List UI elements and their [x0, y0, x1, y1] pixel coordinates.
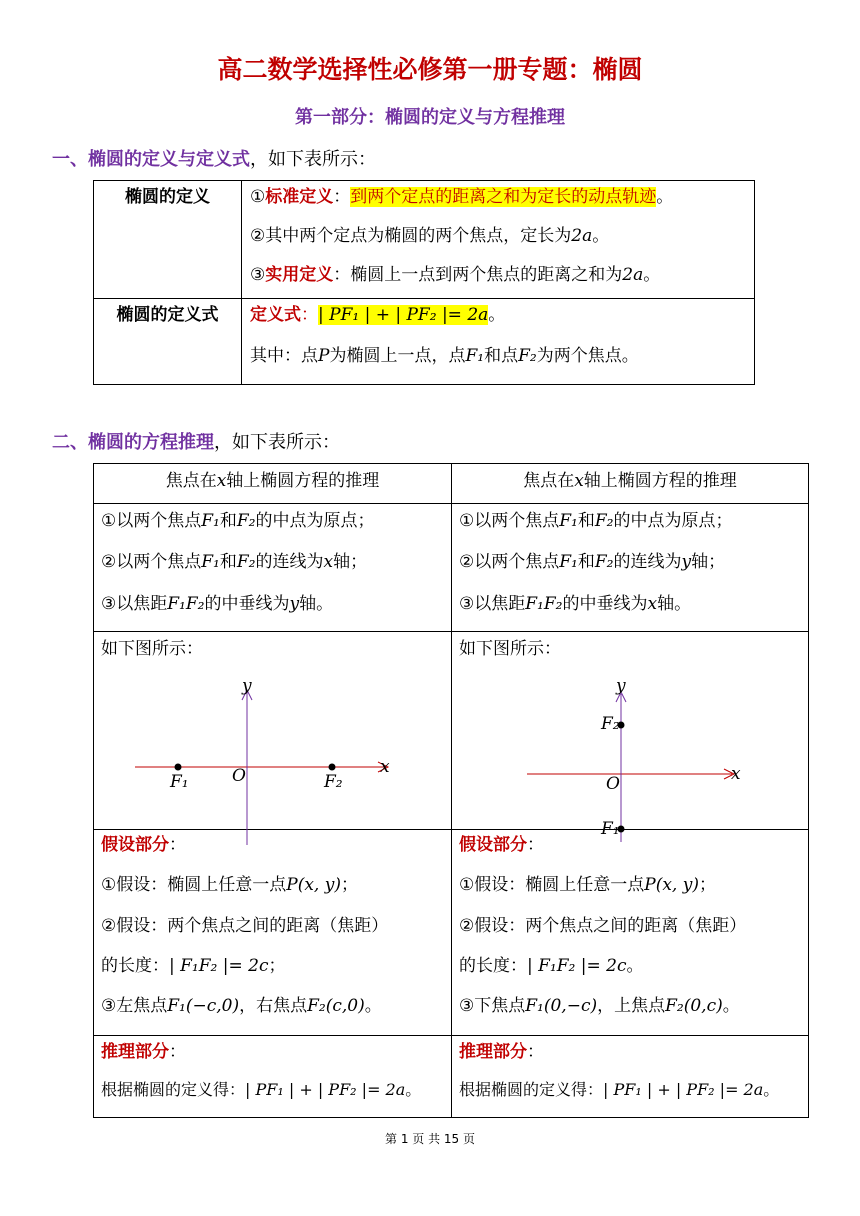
math-var: y — [681, 552, 692, 572]
math-f2: F₂ — [594, 552, 614, 572]
left-assume-3 — [101, 955, 285, 977]
right-assume-2: ②假设：两个焦点之间的距离（焦距） — [459, 916, 747, 936]
math-2a: 2a — [571, 226, 593, 246]
right-y-label: y — [616, 676, 626, 696]
text: 的连线为 — [255, 552, 324, 572]
section1-title: 一、椭圆的定义与定义式 — [52, 149, 250, 170]
text: ①假设：椭圆上任意一点 — [101, 875, 287, 895]
text: 焦点在 — [523, 471, 575, 491]
derive-title: 推理部分 — [101, 1042, 169, 1062]
table1-row2-line2 — [250, 345, 639, 367]
section2-heading — [52, 428, 340, 454]
standard-definition-key: 标准定义 — [265, 187, 334, 207]
text: ③以焦距 — [101, 594, 168, 614]
period: 。 — [488, 305, 506, 325]
text: 。 — [626, 956, 644, 976]
text: 轴； — [691, 552, 726, 572]
page-footer: 第 1 页 共 15 页 — [385, 1132, 475, 1146]
period: 。 — [656, 187, 674, 207]
right-assume-title — [459, 834, 544, 856]
math-f2: F₂ — [236, 511, 256, 531]
text: 。 — [405, 1080, 422, 1099]
math-f1f2: F₁F₂ — [525, 594, 563, 614]
left-assume-4 — [101, 995, 382, 1017]
text: 的长度： — [101, 956, 169, 976]
left-setup-3 — [101, 593, 333, 615]
math-var: x — [574, 471, 584, 491]
practical-definition-key: 实用定义 — [265, 265, 334, 285]
section1-suffix: ，如下表所示： — [250, 149, 376, 170]
math-f1: F₁ — [201, 511, 220, 531]
left-origin-label: O — [232, 766, 246, 786]
left-focus-f2 — [329, 764, 336, 771]
math-f2: F₂ — [236, 552, 256, 572]
math-f1: F₁ — [465, 346, 485, 366]
math-var: x — [647, 594, 658, 614]
right-derive-title — [459, 1041, 544, 1063]
math-focal-length: | F₁F₂ |= 2c — [527, 956, 627, 976]
text: ③左焦点 — [101, 996, 168, 1016]
section2-suffix: ，如下表所示： — [214, 432, 340, 453]
left-figure-caption: 如下图所示： — [101, 639, 203, 659]
math-f2: F₂ — [594, 511, 614, 531]
colon: ： — [333, 187, 351, 207]
text: 的中垂线为 — [204, 594, 290, 614]
period: 。 — [592, 226, 610, 246]
text: ； — [340, 875, 358, 895]
left-setup-2 — [101, 551, 367, 573]
text: 的连线为 — [613, 552, 682, 572]
text: 的中点为原点； — [255, 511, 375, 531]
text: ，右焦点 — [239, 996, 308, 1016]
table2-right-header — [452, 470, 808, 492]
text: 和点 — [484, 346, 519, 366]
math-f1-coord: F₁(−c,0) — [167, 996, 240, 1016]
practical-definition-text: ：椭圆上一点到两个焦点的距离之和为 — [333, 265, 623, 285]
left-setup-1 — [101, 510, 375, 532]
text: 轴。 — [299, 594, 334, 614]
text: 根据椭圆的定义得： — [101, 1080, 246, 1099]
text: ③下焦点 — [459, 996, 526, 1016]
page-title: 高二数学选择性必修第一册专题：椭圆 — [217, 55, 643, 84]
math-f2-coord: F₂(0,c) — [665, 996, 723, 1016]
text: 为两个焦点。 — [536, 346, 639, 366]
text: ②以两个焦点 — [101, 552, 202, 572]
text: ，上焦点 — [597, 996, 666, 1016]
text: ； — [698, 875, 716, 895]
text: 和 — [577, 511, 595, 531]
text: 焦点在 — [165, 471, 217, 491]
math-p: P — [318, 346, 330, 366]
section2-title: 二、椭圆的方程推理 — [52, 432, 214, 453]
right-setup-1 — [459, 510, 733, 532]
table1-row1-line2 — [250, 225, 609, 247]
text: 。 — [364, 996, 382, 1016]
math-2a: 2a — [622, 265, 644, 285]
text: ②以两个焦点 — [459, 552, 560, 572]
left-assume-title — [101, 834, 186, 856]
left-assume-1 — [101, 874, 358, 896]
left-y-label: y — [242, 676, 252, 696]
math-var: y — [289, 594, 300, 614]
assume-title: 假设部分 — [459, 835, 527, 855]
math-focal-length: | F₁F₂ |= 2c — [169, 956, 269, 976]
left-assume-2: ②假设：两个焦点之间的距离（焦距） — [101, 916, 389, 936]
table2-left-header — [94, 470, 451, 492]
math-f2-coord: F₂(c,0) — [307, 996, 365, 1016]
definition-formula: | PF₁ | + | PF₂ |= 2a — [318, 305, 489, 325]
text: 的中垂线为 — [562, 594, 648, 614]
text: 和 — [577, 552, 595, 572]
text: 和 — [219, 511, 237, 531]
right-figure — [527, 692, 734, 842]
table1-row2-line1 — [250, 304, 505, 326]
text: ①以两个焦点 — [101, 511, 202, 531]
math-var: x — [323, 552, 334, 572]
left-derive-title — [101, 1041, 186, 1063]
colon: ： — [301, 305, 318, 325]
colon: ： — [527, 1042, 544, 1062]
left-f2-label: F₂ — [324, 772, 343, 792]
right-setup-3 — [459, 593, 691, 615]
text: 。 — [722, 996, 740, 1016]
text: ③以焦距 — [459, 594, 526, 614]
derive-title: 推理部分 — [459, 1042, 527, 1062]
bullet: ① — [250, 187, 266, 207]
math-f1: F₁ — [559, 511, 578, 531]
definition-formula: | PF₁ | + | PF₂ |= 2a — [245, 1080, 406, 1099]
text: 为椭圆上一点，点 — [329, 346, 466, 366]
standard-definition-text: 到两个定点的距离之和为定长的动点轨迹 — [350, 187, 657, 207]
colon: ： — [169, 1042, 186, 1062]
right-figure-caption: 如下图所示： — [459, 639, 561, 659]
colon: ： — [527, 835, 544, 855]
right-assume-1 — [459, 874, 716, 896]
math-f1: F₁ — [559, 552, 578, 572]
table1-row1-line1 — [250, 186, 673, 208]
right-setup-2 — [459, 551, 725, 573]
math-f1-coord: F₁(0,−c) — [525, 996, 598, 1016]
text: 轴上椭圆方程的推理 — [226, 471, 380, 491]
text: 。 — [763, 1080, 780, 1099]
table1-row1-line3 — [250, 264, 660, 286]
text: ①以两个焦点 — [459, 511, 560, 531]
text: 轴； — [333, 552, 368, 572]
left-derive-1 — [101, 1079, 421, 1101]
text: 轴上椭圆方程的推理 — [583, 471, 737, 491]
bullet: ③ — [250, 265, 266, 285]
left-f1-label: F₁ — [170, 772, 189, 792]
math-f1f2: F₁F₂ — [167, 594, 205, 614]
right-derive-1 — [459, 1079, 779, 1101]
right-origin-label: O — [606, 774, 620, 794]
math-point: P(x, y) — [286, 875, 341, 895]
text: 轴。 — [657, 594, 692, 614]
math-var: x — [216, 471, 227, 491]
table1-row2-label: 椭圆的定义式 — [116, 305, 219, 325]
right-f2-label: F₂ — [601, 714, 620, 734]
math-f2: F₂ — [518, 346, 537, 366]
math-point: P(x, y) — [644, 875, 699, 895]
left-x-label: x — [380, 757, 390, 777]
right-assume-4 — [459, 995, 740, 1017]
left-focus-f1 — [175, 764, 182, 771]
text: 的长度： — [459, 956, 527, 976]
text: 和 — [219, 552, 237, 572]
colon: ： — [169, 835, 186, 855]
right-x-label: x — [731, 764, 741, 784]
right-assume-3 — [459, 955, 643, 977]
formula-key: 定义式 — [250, 305, 301, 325]
text: ①假设：椭圆上任意一点 — [459, 875, 645, 895]
page-subtitle: 第一部分：椭圆的定义与方程推理 — [295, 107, 565, 128]
text: 的中点为原点； — [613, 511, 733, 531]
table1-row1-label: 椭圆的定义 — [125, 187, 210, 207]
text: 其中：点 — [250, 346, 318, 366]
definition-formula: | PF₁ | + | PF₂ |= 2a — [603, 1080, 764, 1099]
math-f1: F₁ — [201, 552, 220, 572]
text: ； — [268, 956, 286, 976]
period: 。 — [643, 265, 661, 285]
right-f1-label: F₁ — [601, 819, 620, 839]
focus-sentence: ②其中两个定点为椭圆的两个焦点，定长为 — [250, 226, 572, 246]
assume-title: 假设部分 — [101, 835, 169, 855]
left-figure — [135, 690, 388, 845]
text: 根据椭圆的定义得： — [459, 1080, 604, 1099]
